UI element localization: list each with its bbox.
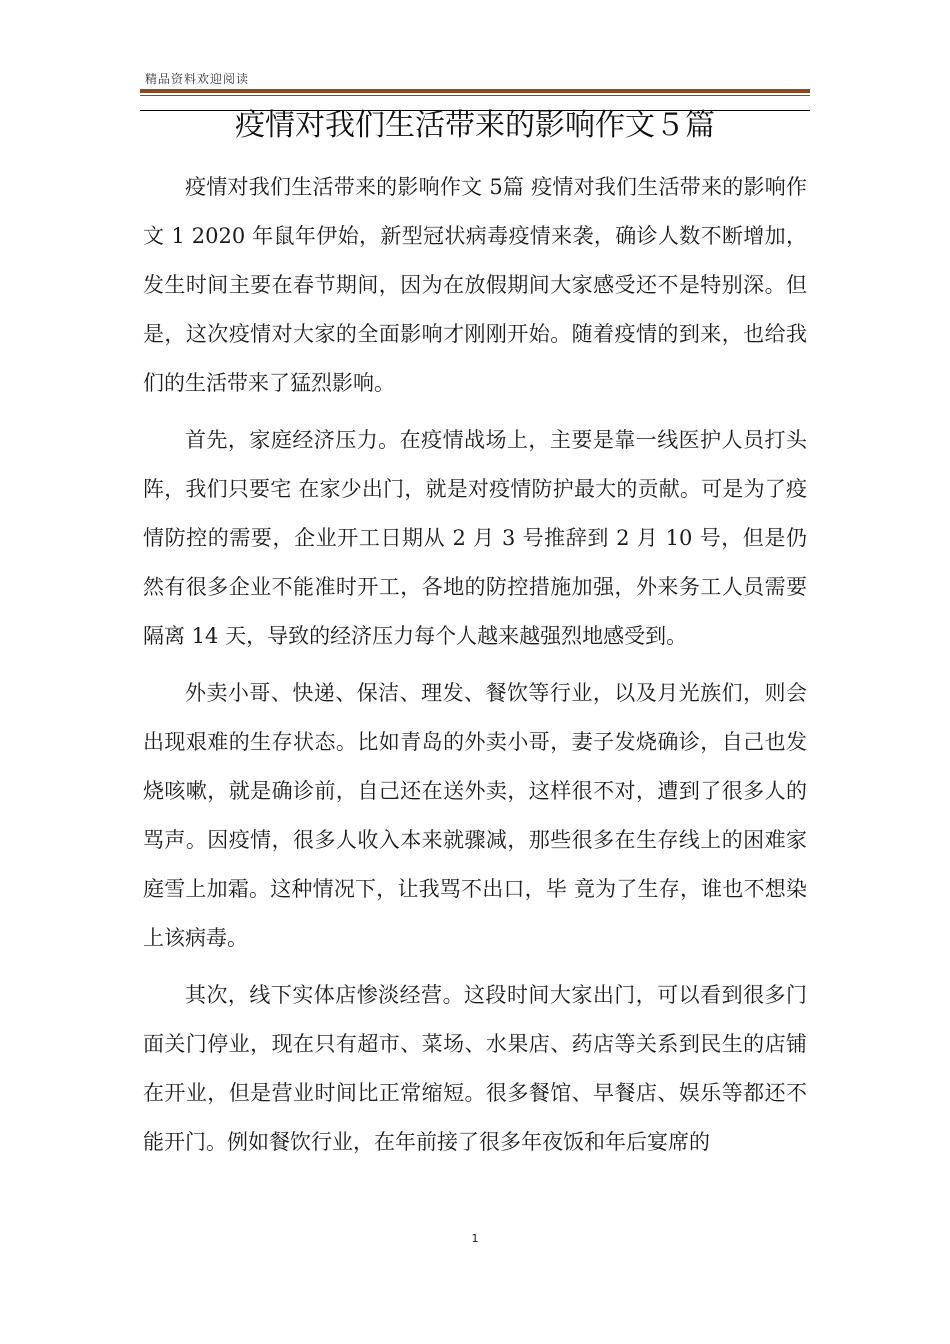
header-divider-thick bbox=[140, 89, 810, 93]
document-body bbox=[143, 163, 807, 1175]
paragraph-2: 首先，家庭经济压力。在疫情战场上，主要是靠一线医护人员打头阵，我们只要宅 在家少出门，就是对疫情防护最大的贡献。可是为了疫情防控的需要，企业开工日期从 2 月 3 号推辞到 2 月 10 号，但是仍然有很多企业不能准时开工，各地的防控措施加强，外来务工人员需要隔离 14 天，导致的经济压力每个人越来越强烈地感受到。 bbox=[143, 428, 807, 648]
paragraph-3: 外卖小哥、快递、保洁、理发、餐饮等行业，以及月光族们，则会出现艰难的生存状态。比如青岛的外卖小哥，妻子发烧确诊，自己也发烧咳嗽，就是确诊前，自己还在送外卖，这样很不对，遭到了很多人的骂声。因疫情，很多人收入本来就骤减，那些很多在生存线上的困难家庭雪上加霜。这种情况下，让我骂不出口，毕 竟为了生存，谁也不想染上该病毒。 bbox=[143, 681, 807, 950]
page-number: 1 bbox=[471, 1232, 479, 1245]
paragraph-1: 疫情对我们生活带来的影响作文 5篇 疫情对我们生活带来的影响作文 1 2020 年鼠年伊始，新型冠状病毒疫情来袭，确诊人数不断增加，发生时间主要在春节期间，因为在放假期间大家感受还不是特别深。但是，这次疫情对大家的全面影响才刚刚开始。随着疫情的到来，也给我们的生活带来了猛烈影响。 bbox=[143, 175, 807, 395]
document-header: 精品资料欢迎阅读 bbox=[145, 72, 250, 86]
paragraph-4: 其次，线下实体店惨淡经营。这段时间大家出门，可以看到很多门面关门停业，现在只有超市、菜场、水果店、药店等关系到民生的店铺在开业，但是营业时间比正常缩短。很多餐馆、早餐店、娱乐等都还不能开门。例如餐饮行业，在年前接了很多年夜饭和年后宴席的 bbox=[143, 983, 807, 1154]
header-divider-thin bbox=[140, 95, 810, 96]
document-title: 疫情对我们生活带来的影响作文５篇 bbox=[235, 108, 715, 143]
